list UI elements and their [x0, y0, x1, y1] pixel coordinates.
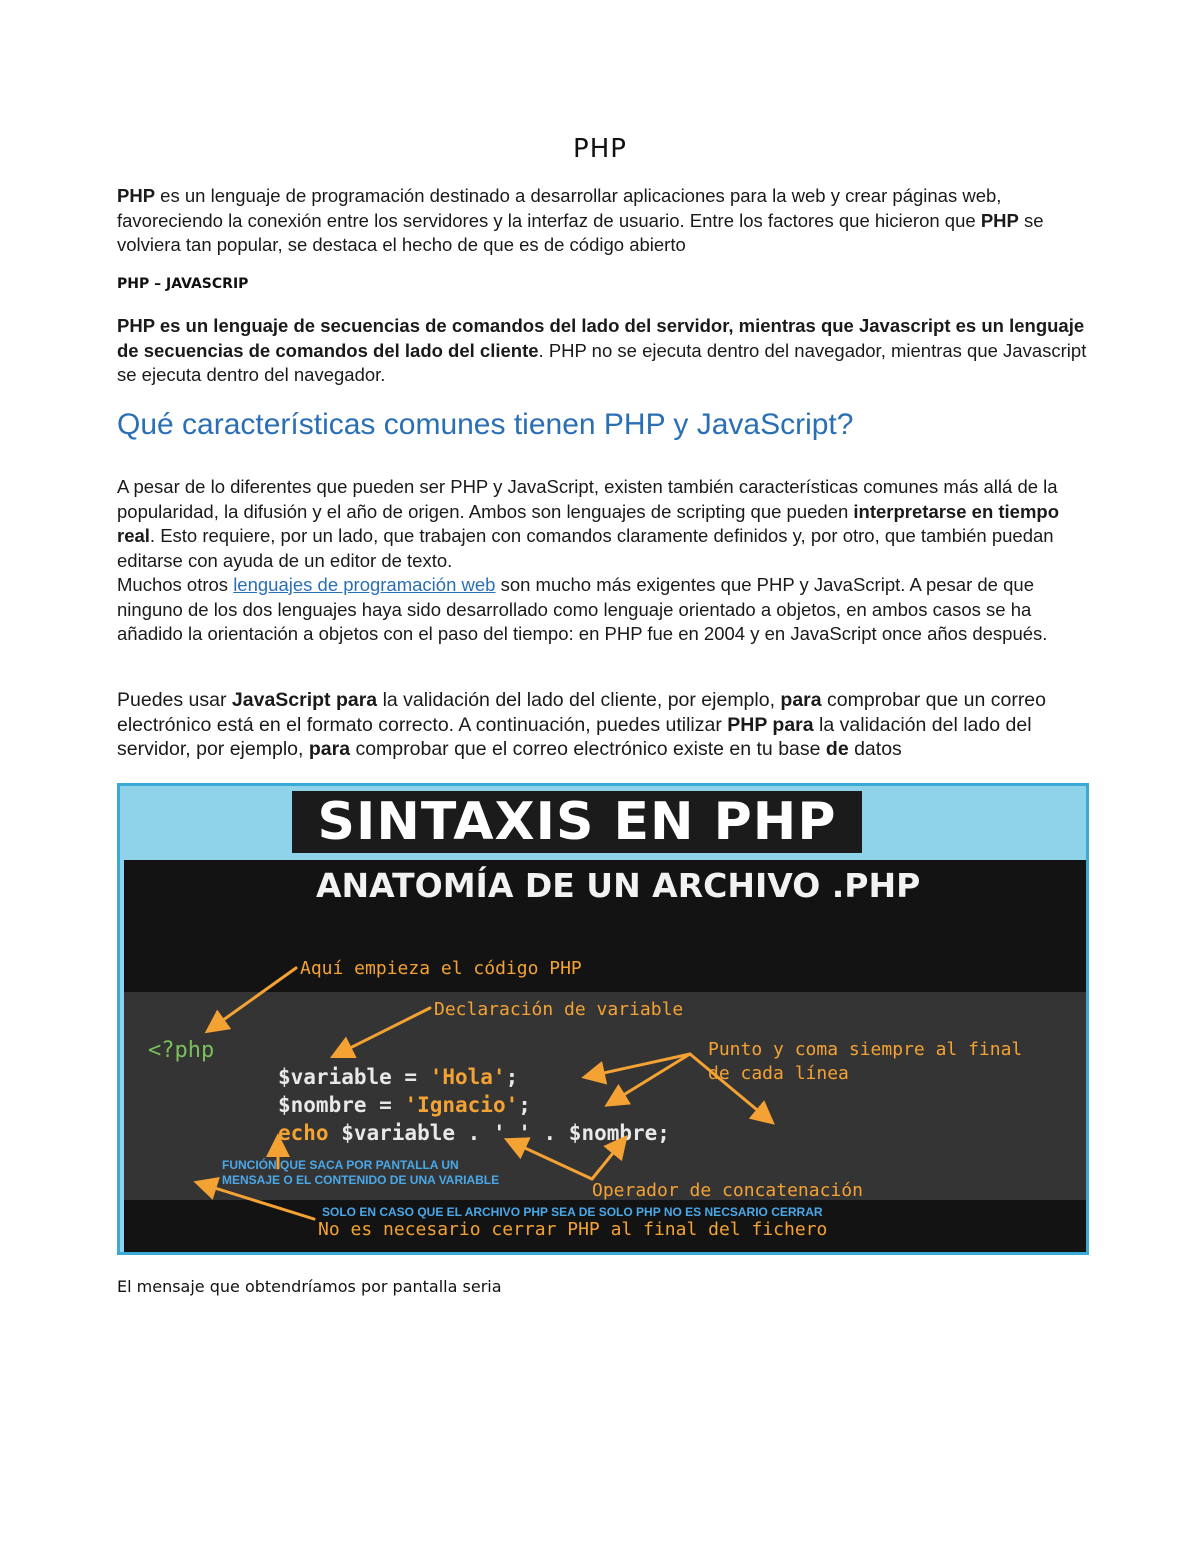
note-close: SOLO EN CASO QUE EL ARCHIVO PHP SEA DE SOLO PHP NO ES NECSARIO CERRAR	[322, 1205, 823, 1219]
annotation-declaration: Declaración de variable	[434, 999, 684, 1020]
annotation-concat: Operador de concatenación	[592, 1180, 863, 1201]
section-subheading: PHP – JAVASCRIP	[117, 276, 249, 292]
figure-caption: El mensaje que obtendríamos por pantalla seria	[117, 1277, 502, 1296]
code-line-1: $variable = 'Hola';	[278, 1065, 519, 1089]
features-paragraph: A pesar de lo diferentes que pueden ser PHP y JavaScript, existen también características comunes más allá de la popularidad, la difusión y el año de origen. Ambos son lenguajes de scripting que pueden interpretarse en tiempo real. Esto requiere, por un lado, que trabajen con comandos claramente definidos y, por otro, que también puedan editarse con ayuda de un editor de texto. Muchos otros lenguajes de programación web son mucho más exigentes que PHP y JavaScript. A pesar de que ninguno de los dos lenguajes haya sido desarrollado como lenguaje orientado a objetos, en ambos casos se ha añadido la orientación a objetos con el paso del tiempo: en PHP fue en 2004 y en JavaScript once años después.	[117, 476, 1060, 644]
intro-paragraph: PHP es un lenguaje de programación destinado a desarrollar aplicaciones para la web y crear páginas web, favoreciendo la conexión entre los servidores y la interfaz de usuario. Entre los factores que hicieron que PHP se volviera tan popular, se destaca el hecho de que es de código abierto	[117, 185, 1044, 255]
php-open-tag: <?php	[148, 1038, 215, 1063]
arrow-concat-right	[592, 1142, 622, 1179]
comparison-paragraph: PHP es un lenguaje de secuencias de comandos del lado del servidor, mientras que Javascript es un lenguaje de secuencias de comandos del lado del cliente. PHP no se ejecuta dentro del navegador, mientras que Javascript se ejecuta dentro del navegador.	[117, 315, 1087, 385]
section-heading: Qué características comunes tienen PHP y JavaScript?	[117, 408, 854, 441]
arrow-concat-left	[512, 1142, 592, 1179]
arrow-to-semicolon-1	[590, 1054, 690, 1076]
arrow-to-open-tag	[212, 968, 296, 1028]
arrow-to-semicolon-3	[690, 1054, 768, 1119]
code-line-3: echo $variable . ' ' . $nombre;	[278, 1121, 670, 1145]
annotation-arrows	[120, 786, 1086, 1252]
note-echo: FUNCIÓN QUE SACA POR PANTALLA UN MENSAJE O EL CONTENIDO DE UNA VARIABLE	[222, 1158, 500, 1187]
php-syntax-figure	[117, 783, 1089, 1255]
annotation-close: No es necesario cerrar PHP al final del fichero	[318, 1219, 828, 1240]
languages-link[interactable]: lenguajes de programación web	[233, 574, 496, 595]
page-title: PHP	[573, 134, 627, 164]
annotation-start: Aquí empieza el código PHP	[300, 958, 582, 979]
arrow-to-close	[202, 1184, 314, 1219]
arrow-to-declaration	[338, 1008, 430, 1054]
annotation-semicolon-2: de cada línea	[708, 1063, 849, 1084]
code-line-2: $nombre = 'Ignacio';	[278, 1093, 531, 1117]
figure-title: SINTAXIS EN PHP	[292, 791, 862, 853]
figure-subtitle: ANATOMÍA DE UN ARCHIVO .PHP	[316, 866, 921, 905]
annotation-semicolon-1: Punto y coma siempre al final	[708, 1039, 1023, 1060]
validation-paragraph: Puedes usar JavaScript para la validación del lado del cliente, por ejemplo, para comprobar que un correo electrónico está en el formato correcto. A continuación, puedes utilizar PHP para la validación del lado del servidor, por ejemplo, para comprobar que el correo electrónico existe en tu base de datos	[117, 689, 1046, 760]
